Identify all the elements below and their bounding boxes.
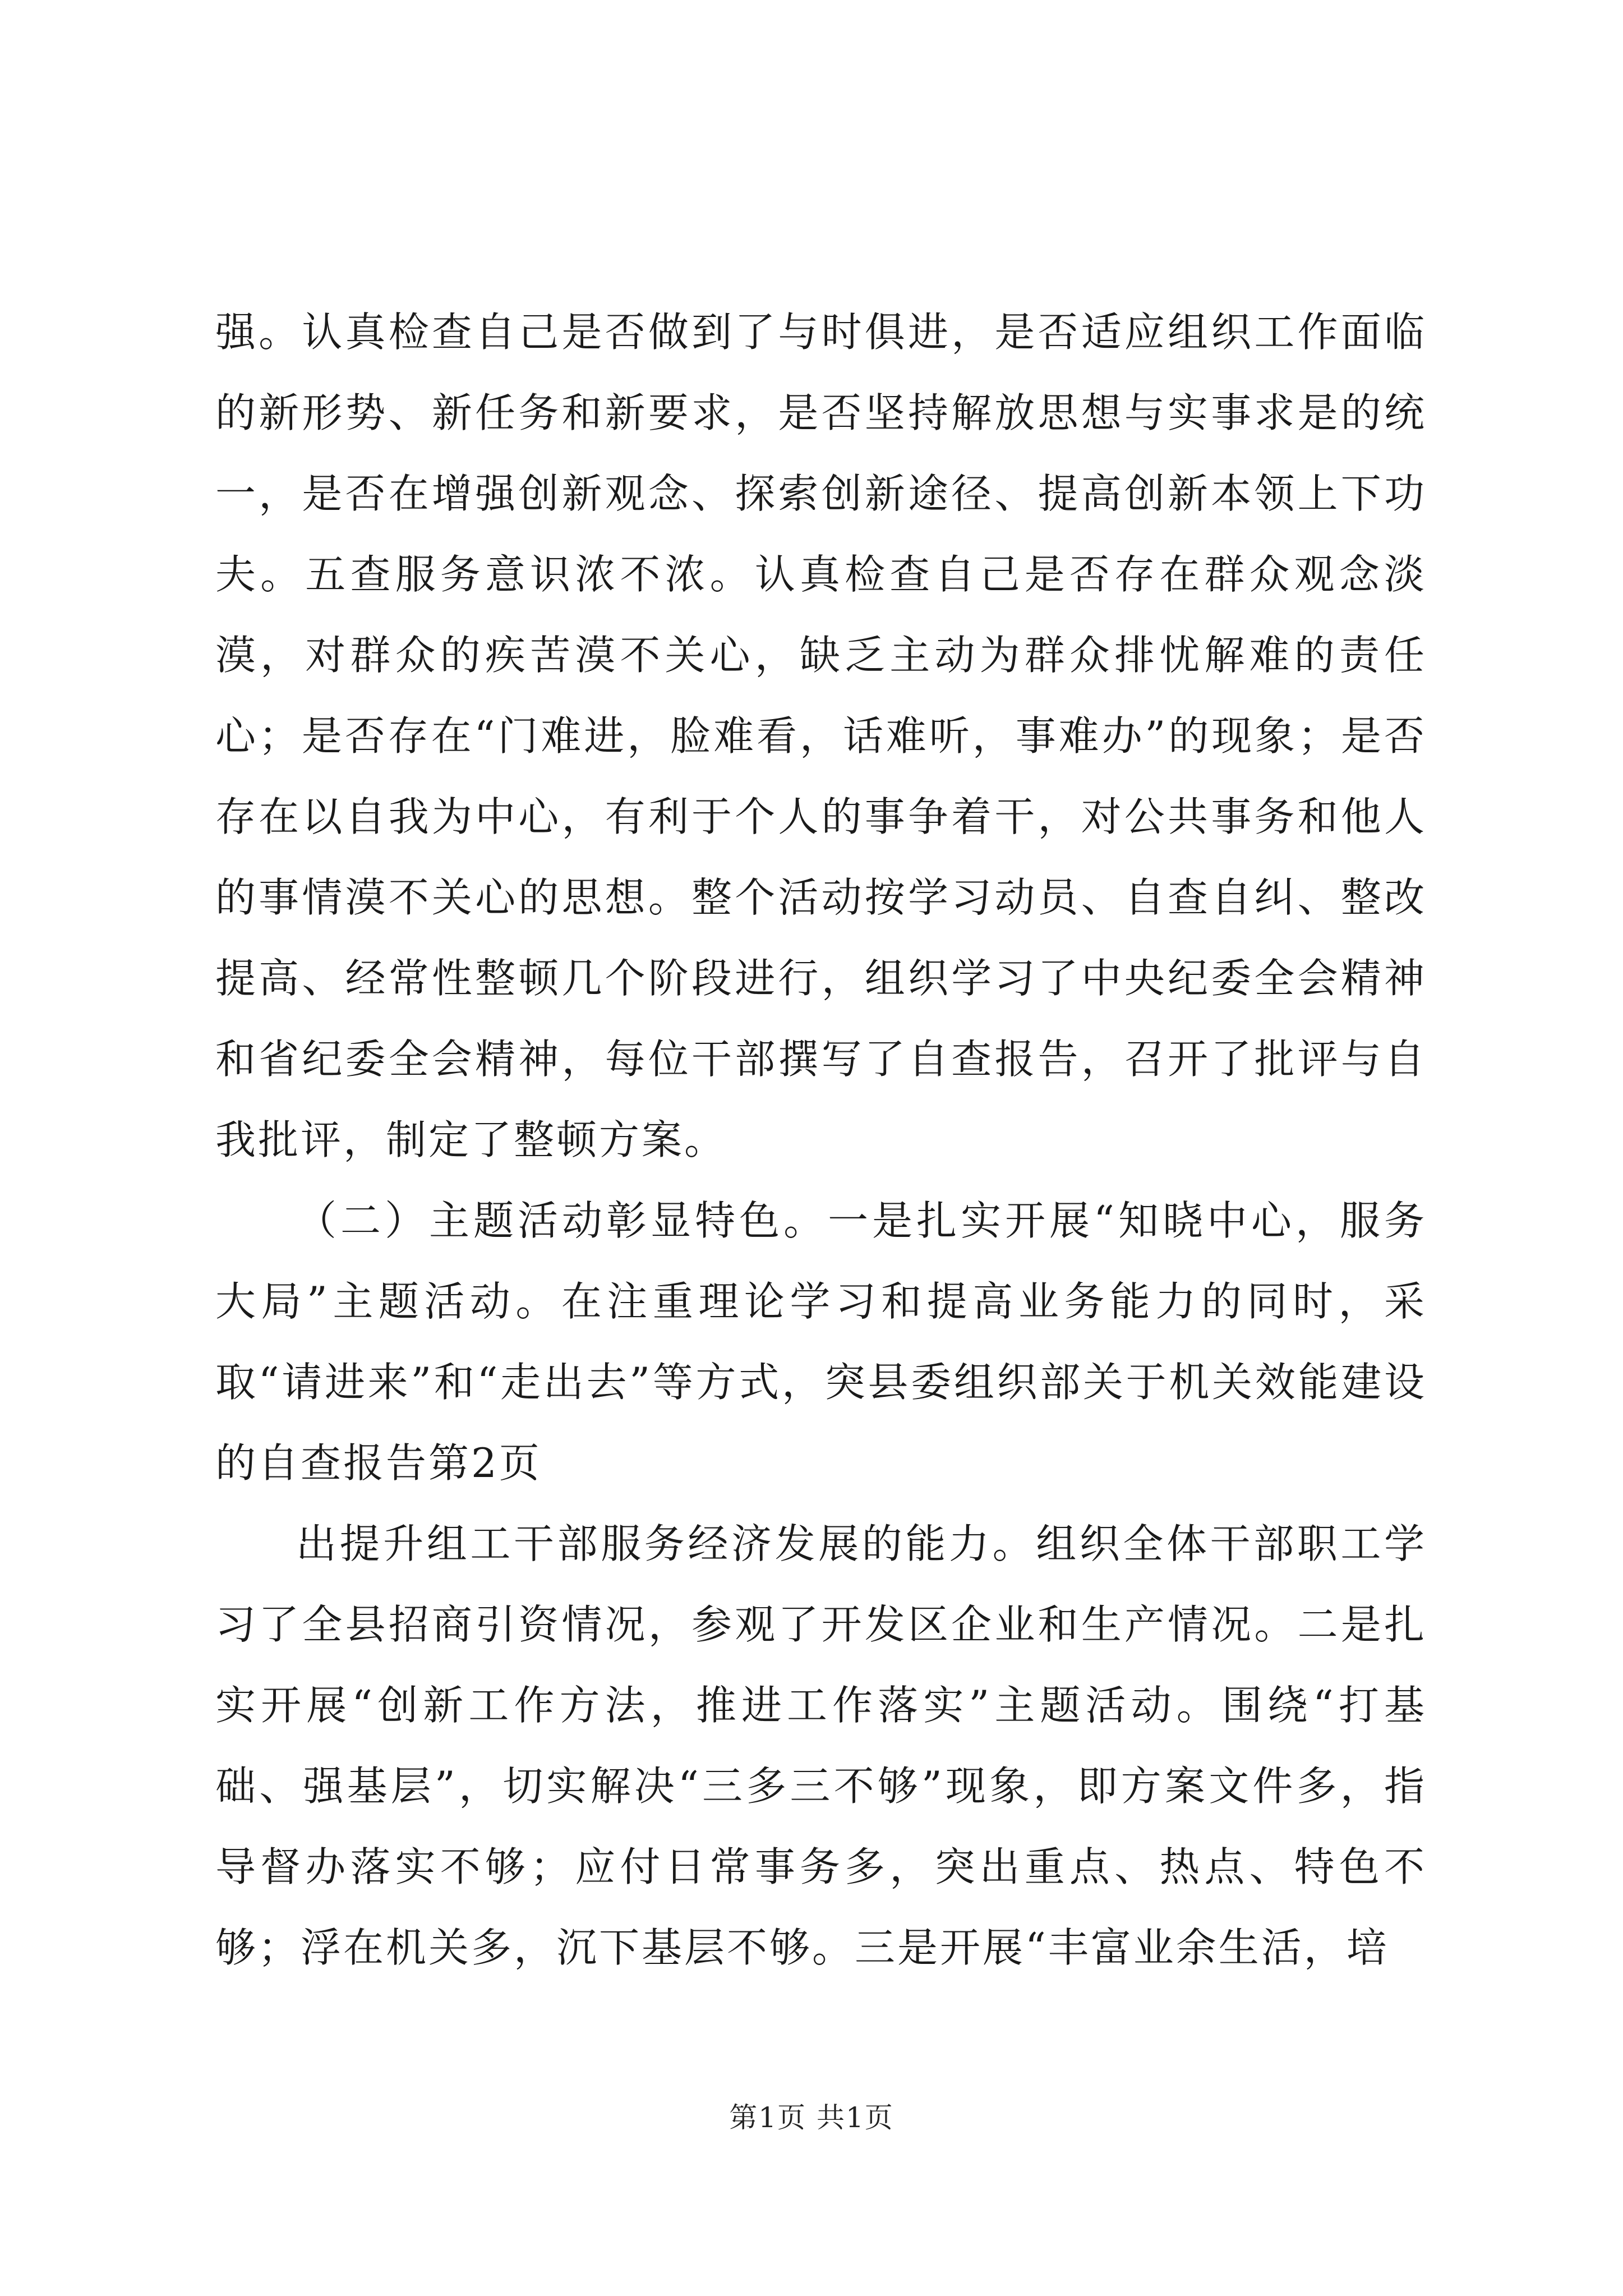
paragraph-2: （二）主题活动彰显特色。一是扎实开展“知晓中心，服务大局”主题活动。在注重理论学习和提高业务能力的同时，采取“请进来”和“走出去”等方式，突县委组织部关于机关效能建设的自查报告第2页: [215, 1197, 1427, 1487]
document-body: [215, 292, 1427, 1988]
paragraph-1: 强。认真检查自己是否做到了与时俱进，是否适应组织工作面临的新形势、新任务和新要求，是否坚持解放思想与实事求是的统一，是否在增强创新观念、探索创新途径、提高创新本领上下功夫。五查服务意识浓不浓。认真检查自己是否存在群众观念淡漠，对群众的疾苦漠不关心，缺乏主动为群众排忧解难的责任心；是否存在“门难进，脸难看，话难听，事难办”的现象；是否存在以自我为中心，有利于个人的事争着干，对公共事务和他人的事情漠不关心的思想。整个活动按学习动员、自查自纠、整改提高、经常性整顿几个阶段进行，组织学习了中央纪委全会精神和省纪委全会精神，每位干部撰写了自查报告，召开了批评与自我批评，制定了整顿方案。: [215, 309, 1427, 1163]
page-footer: 第1页 共1页: [729, 2101, 894, 2134]
paragraph-3: 出提升组工干部服务经济发展的能力。组织全体干部职工学习了全县招商引资情况，参观了开发区企业和生产情况。二是扎实开展“创新工作方法，推进工作落实”主题活动。围绕“打基础、强基层”，切实解决“三多三不够”现象，即方案文件多，指导督办落实不够；应付日常事务多，突出重点、热点、特色不够；浮在机关多，沉下基层不够。三是开展“丰富业余生活，培: [215, 1520, 1427, 1971]
